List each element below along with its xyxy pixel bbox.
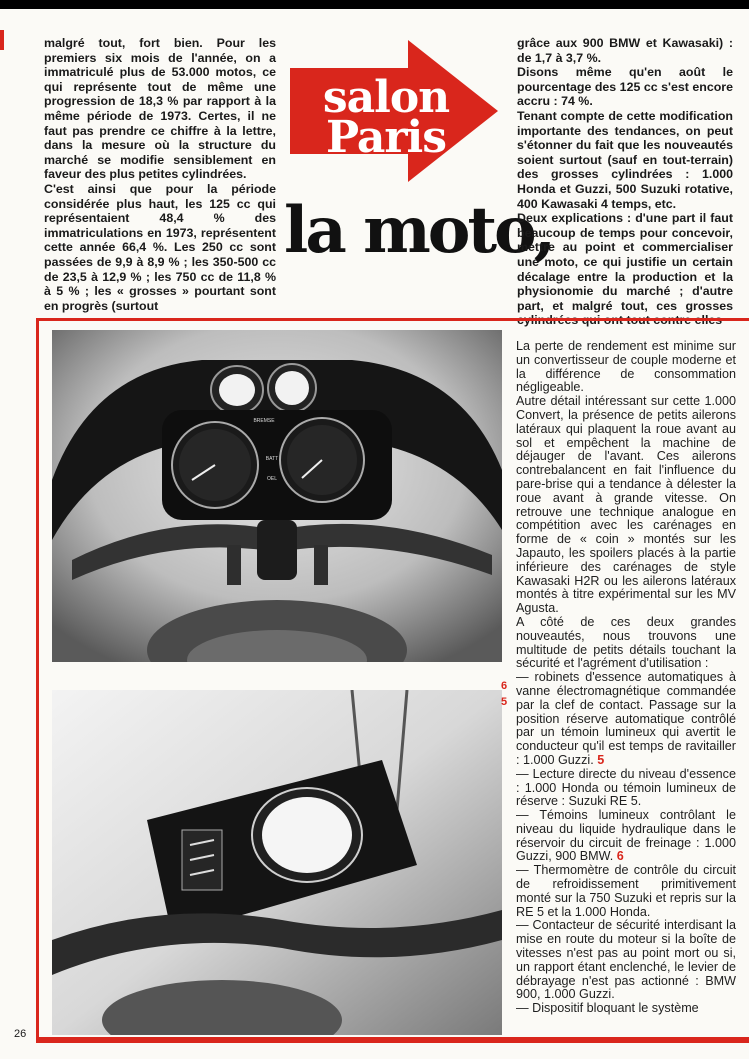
photo-guzzi-console: [52, 690, 502, 1035]
margin-red-mark: [0, 30, 4, 50]
body-paragraph-2: Autre détail intéressant sur cette 1.000 Convert, la présence de petits ailerons latéraux qui plaquent la roue avant au sol et empêchent la machine de déjauger de l'avant. Ces ailerons contrebalancent en fait l'influence du pare-brise qui a tendance à délester la roue avant à grande vitesse. On retrouve une technique analogue en compétition avec les carénages en forme de « coin » montés sur les Japauto, les spoilers placés à la partie inférieure des carénages de style Kawasaki H2R ou les ailerons latéraux montés à titre expérimental sur les MV Agusta.: [516, 394, 736, 616]
body-item-dispositif: — Dispositif bloquant le système: [516, 1001, 699, 1016]
body-item-contacteur: — Contacteur de sécurité interdisant la mise en route du moteur si la boîte de vitesses n'est pas au point mort ou si, un rapport étant enclenché, le levier de débrayage n'est pas actionné : BMW 900, 1.000 Guzzi.: [516, 918, 736, 1002]
title-la-moto: la moto,: [284, 193, 553, 268]
ref-6-inline: 6: [616, 849, 624, 864]
label-oel: OEL: [266, 476, 278, 482]
left-intro-column: [44, 36, 276, 313]
dashboard-illustration: [52, 330, 502, 662]
left-paragraph-1: malgré tout, fort bien. Pour les premiers six mois de l'année, on a immatriculé plus de 53.000 motos, ce qui représente tout de même une progression de 18,3 % par rapport à la même période de 1973. Certes, il ne faut pas prendre ce chiffre à la lettre, dans la mesure où la structure du marché se modifie sensiblement en faveur des plus petites cylindrées.: [44, 36, 276, 182]
label-batt: BATT: [265, 456, 279, 462]
label-bremse: BREMSE: [253, 418, 275, 424]
salon-paris-title: [290, 72, 482, 163]
top-border: [0, 0, 749, 9]
red-frame-bottom: [36, 1040, 749, 1043]
body-item-robinets-text: — robinets d'essence automatiques à vanne électromagnétique commandée par la clef de contact. Passage sur la position réserve automatique contrôlé par un témoin lumineux qui avertit le conducteur qu'il est temps de ravitailler : 1.000 Guzzi.: [516, 670, 736, 767]
title-salon: salon: [322, 72, 450, 123]
photo-bmw-dashboard: [52, 330, 502, 662]
article-body-column: [516, 340, 736, 1016]
body-item-temoins-text: — Témoins lumineux contrôlant le niveau du liquide hydraulique dans le réservoir du circuit de freinage : 1.000 Guzzi, 900 BMW.: [516, 808, 736, 864]
ref-6-margin: 6: [501, 680, 508, 692]
right-intro-column: [517, 36, 733, 328]
right-paragraph-1: grâce aux 900 BMW et Kawasaki) : de 1,7 à 3,7 %.: [517, 36, 733, 65]
body-item-thermometre: — Thermomètre de contrôle du circuit de refroidissement primitivement monté sur la 750 Suzuki et repris sur la RE 5 et la 1.000 Honda.: [516, 863, 736, 919]
ref-5-margin: 5: [501, 696, 508, 708]
right-paragraph-3: Tenant compte de cette modification importante des tendances, on peut s'étonner du fait que les nouveautés soient surtout (sauf en tout-terrain) des grosses cylindrées : 1.000 Honda et Guzzi, 500 Suzuki rotative, 400 Kawasaki 4 temps, etc.: [517, 108, 733, 211]
right-paragraph-4: Deux explications : d'une part il faut beaucoup de temps pour concevoir, mettre au point et commercialiser une moto, ce qui justifie un certain décalage entre la production et la physionomie du marché ; d'autre part, et malgré tout, ces grosses cylindrées qui ont tout contre elles: [517, 211, 733, 328]
body-paragraph-1: La perte de rendement est minime sur un convertisseur de couple moderne et la différence de consommation négligeable.: [516, 339, 736, 395]
console-illustration: [52, 690, 502, 1035]
left-paragraph-2: C'est ainsi que pour la période considérée plus haut, les 125 cc qui représentaient 48,4 % des immatriculations en 1973, représentent cette année 66,4 %. Les 250 cc sont passées de 9,9 à 8,9 % ; les 350-500 cc de 23,5 à 12,9 % ; les 750 cc de 11,8 % à 5 % ; les « grosses » pourtant sont en progrès (surtout: [44, 181, 276, 313]
body-item-robinets: [516, 671, 736, 768]
right-paragraph-2: Disons même qu'en août le pourcentage des 125 cc s'est encore accru : 74 %.: [517, 65, 733, 109]
body-item-lecture: — Lecture directe du niveau d'essence : 1.000 Honda ou témoin lumineux de réserve : Suzuki RE 5.: [516, 766, 736, 809]
body-paragraph-3: A côté de ces deux grandes nouveautés, nous trouvons une multitude de petits détails touchant la sécurité et l'agrément d'utilisation :: [516, 614, 736, 671]
ref-5-inline: 5: [597, 752, 605, 767]
title-paris: Paris: [325, 112, 447, 163]
page-number: 26: [14, 1028, 27, 1040]
body-item-temoins: [516, 809, 736, 864]
